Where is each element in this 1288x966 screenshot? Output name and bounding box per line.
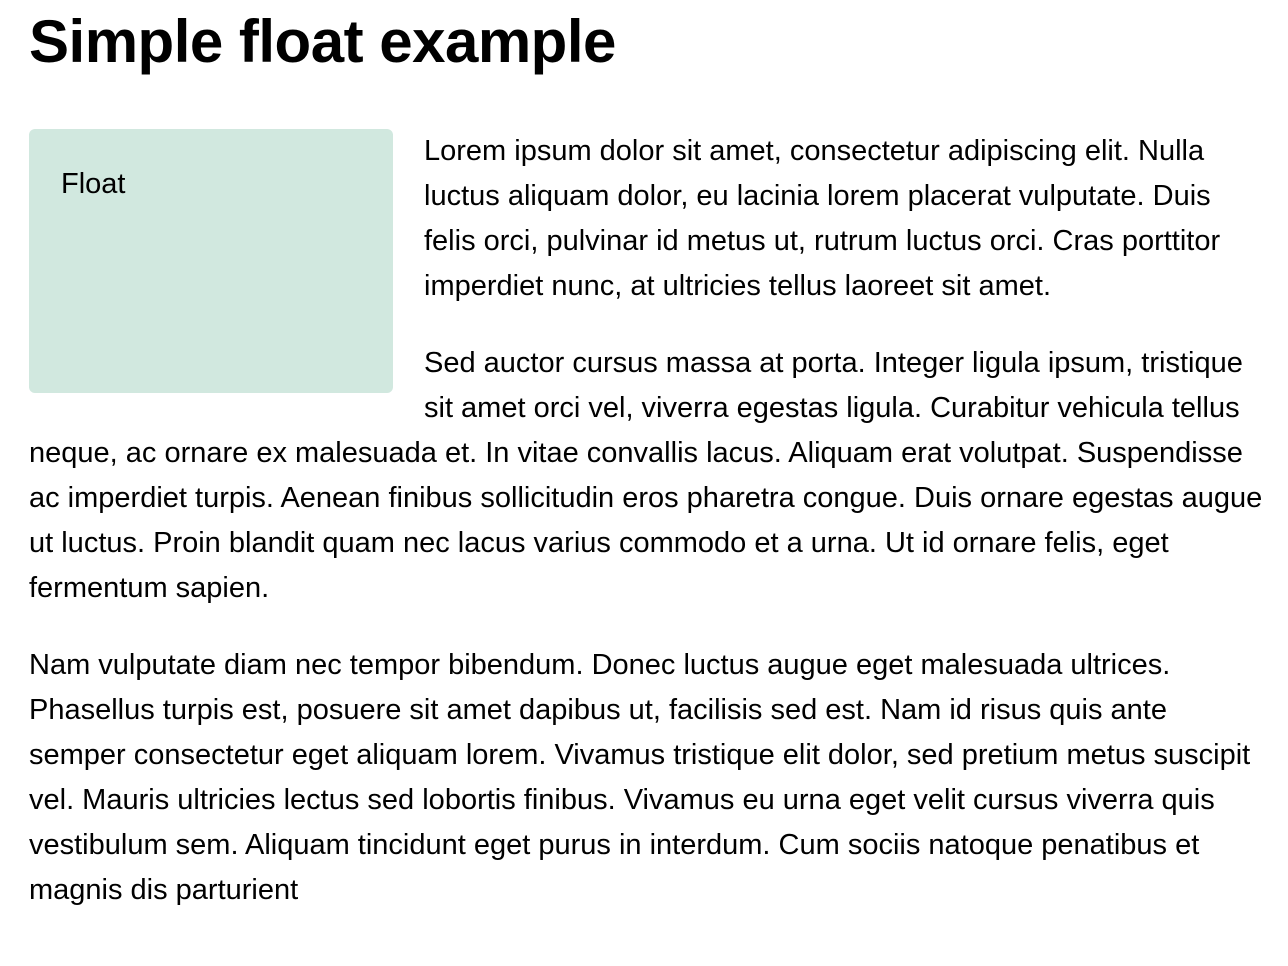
paragraph-3: Nam vulputate diam nec tempor bibendum. Donec luctus augue eget malesuada ultrices. Phasellus turpis est, posuere sit amet dapibus ut, facilisis sed est. Nam id risus quis ante semper consectetur eget aliquam lorem. Vivamus tristique elit dolor, sed pretium metus suscipit vel. Mauris ultricies lectus sed lobortis finibus. Vivamus eu urna eget velit cursus viverra quis vestibulum sem. Aliquam tincidunt eget purus in interdum. Cum sociis natoque penatibus et magnis dis parturient bbox=[29, 649, 1251, 906]
paragraph-2: Sed auctor cursus massa at porta. Integer ligula ipsum, tristique sit amet orci vel, viverra egestas ligula. Curabitur vehicula tellus neque, ac ornare ex malesuada et. In vitae convallis lacus. Aliquam erat volutpat. Suspendisse ac imperdiet turpis. Aenean finibus sollicitudin eros pharetra congue. Duis ornare egestas augue ut luctus. Proin blandit quam nec lacus varius commodo et a urna. Ut id ornare felis, eget fermentum sapien. bbox=[29, 347, 1263, 604]
page-title: Simple float example bbox=[29, 8, 616, 75]
paragraph-1: Lorem ipsum dolor sit amet, consectetur adipiscing elit. Nulla luctus aliquam dolor, eu lacinia lorem placerat vulputate. Duis felis orci, pulvinar id metus ut, rutrum luctus orci. Cras porttitor imperdiet nunc, at ultricies tellus laoreet sit amet. bbox=[424, 135, 1221, 302]
float-box bbox=[29, 129, 393, 393]
page-content bbox=[29, 0, 1269, 913]
content-area bbox=[29, 129, 1269, 913]
float-label: Float bbox=[61, 168, 126, 200]
